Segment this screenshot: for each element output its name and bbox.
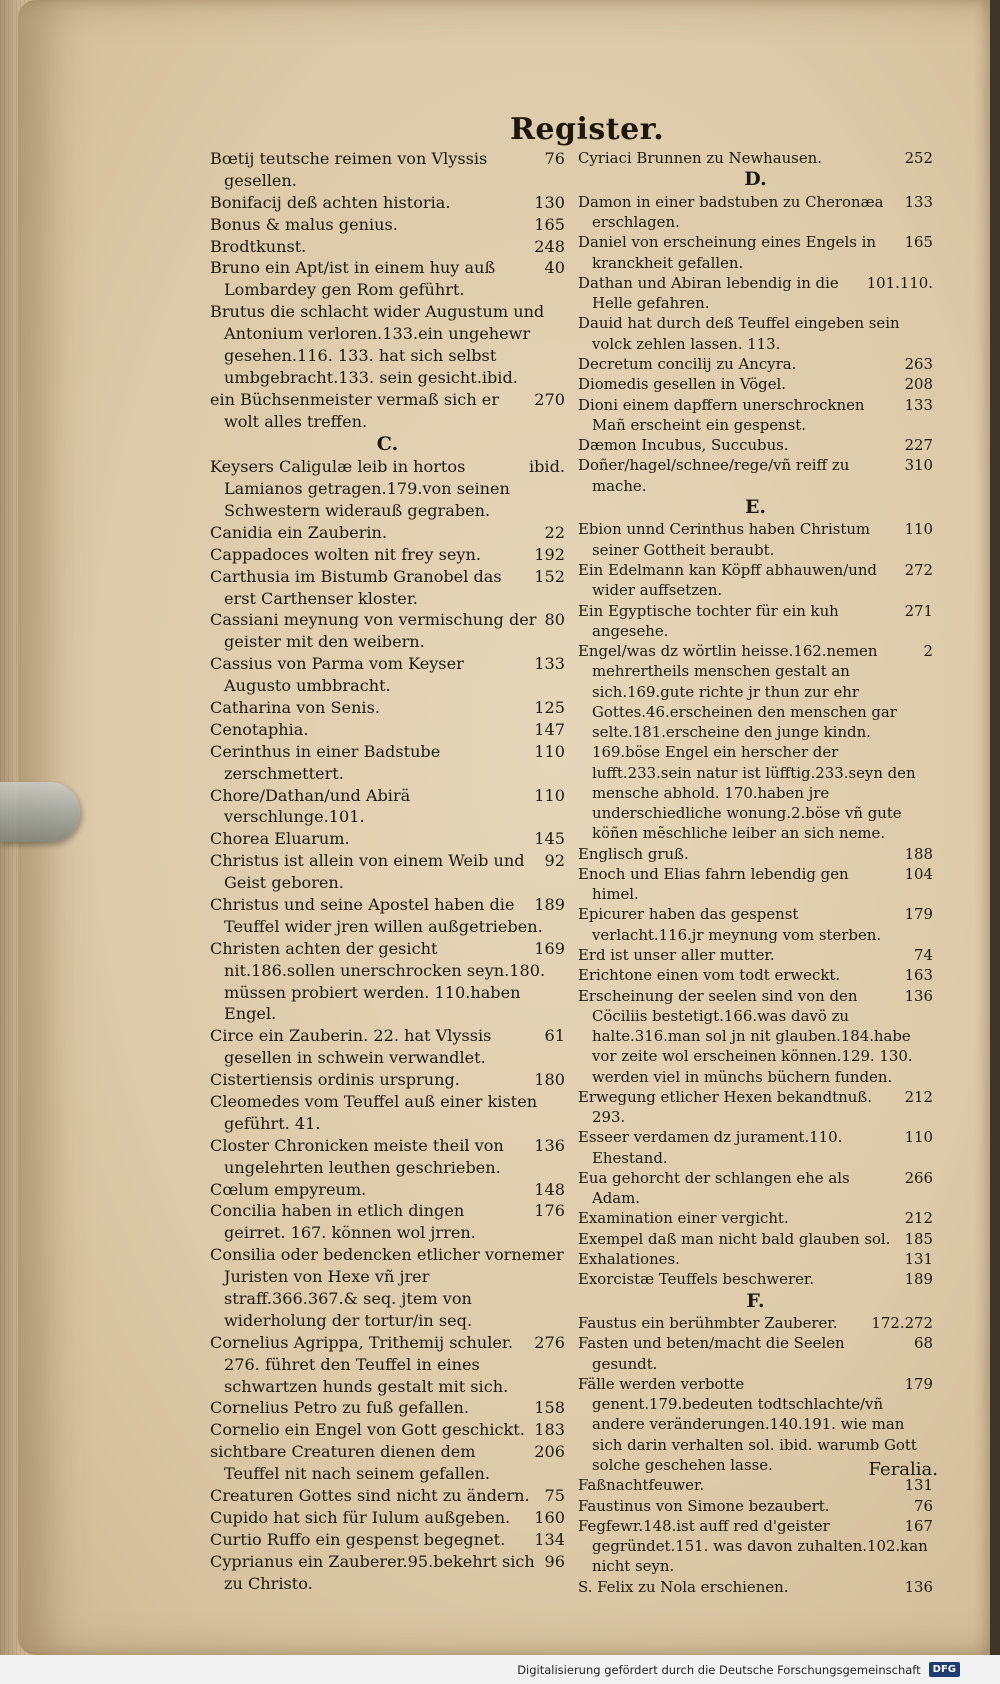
index-entry bbox=[578, 1249, 933, 1269]
entry-text: Englisch gruß. bbox=[578, 844, 689, 863]
page-ref: 310 bbox=[904, 456, 933, 475]
index-entry bbox=[210, 828, 565, 850]
index-entry bbox=[578, 904, 933, 945]
entry-text: Christus ist allein von einem Weib und Geist geboren. bbox=[210, 851, 525, 893]
page-ref: 68 bbox=[914, 1334, 933, 1353]
entry-text: Carthusia im Bistumb Granobel das erst Carthenser kloster. bbox=[210, 566, 502, 608]
page-ref: 227 bbox=[904, 436, 933, 455]
entry-text: Catharina von Senis. bbox=[210, 697, 380, 717]
page-ref: 110 bbox=[534, 785, 565, 805]
entry-text: Cerinthus in einer Badstube zerschmettert. bbox=[210, 741, 441, 783]
index-entry bbox=[578, 1313, 933, 1333]
index-entry bbox=[210, 1200, 565, 1244]
page-ref: 136 bbox=[534, 1135, 565, 1155]
entry-text: Ein Egyptische tochter für ein kuh angesehe. bbox=[578, 601, 839, 640]
entry-text: Doñer/hagel/schnee/rege/vñ reiff zu mache. bbox=[578, 456, 850, 495]
page-ref: 189 bbox=[534, 894, 565, 914]
page-ref: 136 bbox=[904, 1577, 933, 1596]
index-entry bbox=[210, 1069, 565, 1091]
entry-text: Engel/was dz wörtlin heisse.162.nemen mehrertheils menschen gestalt an sich.169.gute richte jr thun zur ehr Gottes.46.erscheinen den menschen gar selte.181.erscheine den junge kindn. 169.böse Engel ein herscher der lufft.233.sein natur ist lüfftig.233.seyn den mensche abhold. 170.haben jre underschiedliche wonung.2.böse vñ gute köñen mẽschliche leiber an sich neme. bbox=[578, 642, 916, 843]
entry-text: Erichtone einen vom todt erweckt. bbox=[578, 966, 841, 985]
index-entry bbox=[578, 354, 933, 374]
page-ref: 266 bbox=[904, 1168, 933, 1187]
index-entry bbox=[210, 257, 565, 301]
page-ref: 147 bbox=[534, 719, 565, 739]
page-ref: 110 bbox=[904, 1128, 933, 1147]
page-ref: 189 bbox=[904, 1270, 933, 1289]
index-entry bbox=[578, 1516, 933, 1577]
entry-text: Brutus die schlacht wider Augustum und Antonium verloren.133.ein ungehewr gesehen.116. 133. hat sich selbst umbgebracht.133. sein gesicht.ibid. bbox=[210, 302, 545, 387]
page-ref: 252 bbox=[904, 149, 933, 167]
page-ref: 96 bbox=[544, 1551, 565, 1571]
index-entry bbox=[210, 1419, 565, 1441]
entry-text: Cornelius Petro zu fuß gefallen. bbox=[210, 1398, 470, 1418]
page-ref: 180 bbox=[534, 1070, 565, 1090]
page-ref: 176 bbox=[534, 1201, 565, 1221]
page-ref: 270 bbox=[534, 389, 565, 409]
entry-text: Cistertiensis ordinis ursprung. bbox=[210, 1070, 460, 1090]
index-entry bbox=[210, 719, 565, 741]
index-entry bbox=[210, 1135, 565, 1179]
entry-text: Circe ein Zauberin. 22. hat Vlyssis gesellen in schwein verwandlet. bbox=[210, 1026, 492, 1068]
entry-text: Closter Chronicken meiste theil von ungelehrten leuthen geschrieben. bbox=[210, 1135, 504, 1177]
page-ref: 212 bbox=[904, 1209, 933, 1228]
page-ref: 134 bbox=[534, 1529, 565, 1549]
page-title: Register. bbox=[510, 112, 665, 147]
entry-text: Cenotaphia. bbox=[210, 719, 309, 739]
index-entry bbox=[210, 1179, 565, 1201]
page-ref: 160 bbox=[534, 1507, 565, 1527]
page-ref: 76 bbox=[914, 1496, 933, 1515]
index-entry bbox=[578, 641, 933, 844]
page-ref: 125 bbox=[534, 697, 565, 717]
index-entry bbox=[210, 741, 565, 785]
index-entry bbox=[578, 601, 933, 642]
page-ref: 74 bbox=[914, 946, 933, 965]
index-entry bbox=[210, 785, 565, 829]
entry-text: Cyriaci Brunnen zu Newhausen. bbox=[578, 149, 822, 167]
entry-text: Cornelio ein Engel von Gott geschickt. bbox=[210, 1420, 525, 1440]
page-ref: 185 bbox=[904, 1229, 933, 1248]
page-ref: 75 bbox=[544, 1486, 565, 1506]
dfg-logo: DFG bbox=[929, 1662, 960, 1677]
index-entry bbox=[210, 1441, 565, 1485]
entry-text: Esseer verdamen dz jurament.110. Ehestand. bbox=[578, 1128, 843, 1167]
entry-text: Bœtij teutsche reimen von Vlyssis gesellen. bbox=[210, 149, 488, 190]
page-ref: 40 bbox=[544, 258, 565, 278]
index-entry bbox=[578, 313, 933, 354]
entry-text: Faustus ein berühmbter Zauberer. bbox=[578, 1314, 838, 1333]
entry-text: Brodtkunst. bbox=[210, 236, 307, 256]
index-entry bbox=[578, 560, 933, 601]
entry-text: Dauid hat durch deß Teuffel eingeben sein volck zehlen lassen. 113. bbox=[578, 314, 900, 353]
index-entry bbox=[578, 1127, 933, 1168]
page-ref: 2 bbox=[923, 642, 933, 661]
footer-text: Digitalisierung gefördert durch die Deutsche Forschungsgemeinschaft bbox=[517, 1662, 921, 1677]
page-ref: 167 bbox=[904, 1516, 933, 1535]
index-entry bbox=[210, 522, 565, 544]
index-column-right bbox=[578, 148, 933, 1597]
entry-text: Exorcistæ Teuffels beschwerer. bbox=[578, 1270, 815, 1289]
page-ref: 61 bbox=[544, 1026, 565, 1046]
page-ref: 248 bbox=[534, 236, 565, 256]
page-ref: 212 bbox=[904, 1087, 933, 1106]
page-ref: 183 bbox=[534, 1420, 565, 1440]
page-ref: 110 bbox=[534, 741, 565, 761]
entry-text: Bonus & malus genius. bbox=[210, 214, 398, 234]
index-entry bbox=[210, 1529, 565, 1551]
book-clip bbox=[0, 782, 80, 842]
entry-text: Consilia oder bedencken etlicher vornemer Juristen von Hexe vñ jrer straff.366.367.& seq. jtem von widerholung der tortur/in seq. bbox=[210, 1245, 564, 1330]
section-heading: F. bbox=[746, 1289, 765, 1312]
entry-text: Chore/Dathan/und Abirä verschlunge.101. bbox=[210, 785, 411, 827]
index-entry bbox=[210, 697, 565, 719]
index-entry bbox=[578, 455, 933, 496]
index-entry bbox=[578, 395, 933, 436]
page-ref: 133 bbox=[904, 395, 933, 414]
index-entry bbox=[578, 273, 933, 314]
page-ref: 158 bbox=[534, 1398, 565, 1418]
entry-text: Cœlum empyreum. bbox=[210, 1179, 367, 1199]
entry-text: Fälle werden verbotte genent.179.bedeuten todtschlachte/vñ andere veränderungen.140.191. wie man sich darin verhalten sol. ibid. warumb Gott solche geschehen lasse. bbox=[578, 1374, 917, 1474]
page-ref: 104 bbox=[904, 864, 933, 883]
entry-text: Fegfewr.148.ist auff red d'geister gegründet.151. was davon zuhalten.102.kan nicht seyn. bbox=[578, 1516, 928, 1576]
index-entry bbox=[210, 1397, 565, 1419]
entry-text: Exhalationes. bbox=[578, 1250, 680, 1268]
entry-text: sichtbare Creaturen dienen dem Teuffel nit nach seinem gefallen. bbox=[210, 1442, 491, 1484]
index-entry bbox=[578, 1577, 933, 1597]
page-ref: 169 bbox=[534, 938, 565, 958]
index-entry bbox=[210, 301, 565, 389]
footer-bar bbox=[0, 1655, 1000, 1684]
index-entry bbox=[210, 653, 565, 697]
index-entry bbox=[210, 214, 565, 236]
entry-text: Faßnachtfeuwer. bbox=[578, 1476, 705, 1495]
page-ref: 271 bbox=[904, 601, 933, 620]
page-ref: 133 bbox=[534, 654, 565, 674]
entry-text: Canidia ein Zauberin. bbox=[210, 522, 388, 542]
entry-text: Erwegung etlicher Hexen bekandtnuß. 293. bbox=[578, 1087, 872, 1127]
entry-text: Ebion unnd Cerinthus haben Christum seiner Gottheit beraubt. bbox=[578, 520, 871, 559]
index-entry bbox=[578, 435, 933, 455]
section-heading: D. bbox=[744, 168, 767, 191]
index-entry bbox=[578, 945, 933, 965]
entry-text: Decretum concilij zu Ancyra. bbox=[578, 354, 797, 373]
page-ref: 22 bbox=[544, 522, 565, 542]
page-ref: 192 bbox=[534, 544, 565, 564]
entry-text: Cassius von Parma vom Keyser Augusto umbbracht. bbox=[210, 654, 464, 696]
page-ref: 76 bbox=[544, 149, 565, 168]
entry-text: Cappadoces wolten nit frey seyn. bbox=[210, 544, 481, 564]
index-entry bbox=[578, 374, 933, 394]
entry-text: Bruno ein Apt/ist in einem huy auß Lombardey gen Rom geführt. bbox=[210, 258, 496, 300]
index-entry bbox=[578, 965, 933, 985]
section-heading: C. bbox=[376, 432, 399, 455]
index-entry bbox=[210, 148, 565, 192]
entry-text: Christen achten der gesicht nit.186.sollen unerschrocken seyn.180. müssen probiert werden. 110.haben Engel. bbox=[210, 938, 546, 1024]
page-ref: 148 bbox=[534, 1179, 565, 1199]
index-entry bbox=[578, 986, 933, 1087]
entry-text: Dathan und Abiran lebendig in die Helle gefahren. bbox=[578, 273, 839, 313]
index-entry bbox=[578, 232, 933, 273]
entry-text: Dæmon Incubus, Succubus. bbox=[578, 436, 789, 455]
index-entry bbox=[210, 1091, 565, 1135]
index-entry bbox=[210, 894, 565, 938]
index-entry bbox=[578, 1496, 933, 1516]
page-ref: 145 bbox=[534, 829, 565, 849]
index-entry bbox=[210, 1244, 565, 1332]
entry-text: Faustinus von Simone bezaubert. bbox=[578, 1496, 830, 1515]
page-ref: 172.272 bbox=[871, 1314, 933, 1333]
entry-text: Exempel daß man nicht bald glauben sol. bbox=[578, 1229, 891, 1248]
entry-text: Cassiani meynung von vermischung der geister mit den weibern. bbox=[210, 610, 537, 652]
index-entry bbox=[210, 192, 565, 214]
page-ref: 131 bbox=[904, 1250, 933, 1268]
index-entry bbox=[210, 609, 565, 653]
entry-text: Cupido hat sich für Iulum außgeben. bbox=[210, 1507, 511, 1527]
page-ref: 130 bbox=[534, 192, 565, 212]
index-entry bbox=[578, 1208, 933, 1228]
index-entry bbox=[578, 1229, 933, 1249]
entry-text: Epicurer haben das gespenst verlacht.116.jr meynung vom sterben. bbox=[578, 905, 882, 944]
page-ref: 101.110. bbox=[866, 273, 933, 292]
index-entry bbox=[578, 1333, 933, 1374]
index-entry bbox=[210, 1551, 565, 1595]
index-entry bbox=[578, 192, 933, 233]
page-ref: 179 bbox=[904, 905, 933, 924]
page-ref: 272 bbox=[904, 560, 933, 579]
entry-text: Cornelius Agrippa, Trithemij schuler. 276. führet den Teuffel in eines schwartzen hunds gestalt mit sich. bbox=[210, 1332, 513, 1396]
index-entry bbox=[578, 1168, 933, 1209]
index-entry bbox=[210, 544, 565, 566]
index-entry bbox=[210, 1332, 565, 1398]
page-ref: 110 bbox=[904, 520, 933, 539]
index-entry bbox=[578, 844, 933, 864]
page-ref: 276 bbox=[534, 1332, 565, 1352]
index-entry bbox=[210, 1485, 565, 1507]
page-ref: 208 bbox=[904, 375, 933, 394]
entry-text: Fasten und beten/macht die Seelen gesundt. bbox=[578, 1334, 845, 1373]
page-ref: 80 bbox=[544, 610, 565, 630]
entry-text: Cleomedes vom Teuffel auß einer kisten geführt. 41. bbox=[210, 1092, 538, 1133]
page-ref: 165 bbox=[904, 233, 933, 252]
page-ref: 263 bbox=[904, 354, 933, 373]
entry-text: Christus und seine Apostel haben die Teuffel wider jren willen außgetrieben. bbox=[210, 894, 543, 936]
entry-text: Examination einer vergicht. bbox=[578, 1209, 789, 1228]
index-entry bbox=[210, 236, 565, 258]
entry-text: Daniel von erscheinung eines Engels in kranckheit gefallen. bbox=[578, 233, 876, 272]
entry-text: Ein Edelmann kan Köpff abhauwen/und wider auffsetzen. bbox=[578, 560, 877, 600]
page-ref: 188 bbox=[904, 844, 933, 863]
page-ref: 136 bbox=[904, 986, 933, 1005]
entry-text: Chorea Eluarum. bbox=[210, 829, 350, 849]
page-ref: ibid. bbox=[528, 457, 565, 477]
index-entry bbox=[210, 1507, 565, 1529]
index-entry bbox=[578, 864, 933, 905]
page-ref: 152 bbox=[534, 566, 565, 586]
entry-text: Curtio Ruffo ein gespenst begegnet. bbox=[210, 1529, 506, 1549]
entry-text: ein Büchsenmeister vermaß sich er wolt alles treffen. bbox=[210, 389, 500, 431]
index-entry bbox=[210, 566, 565, 610]
catchword: Feralia. bbox=[868, 1459, 938, 1480]
page-ref: 163 bbox=[904, 966, 933, 985]
page-ref: 179 bbox=[904, 1374, 933, 1393]
entry-text: Cyprianus ein Zauberer.95.bekehrt sich zu Christo. bbox=[210, 1551, 535, 1593]
page-ref: 131 bbox=[904, 1476, 933, 1495]
section-heading: E. bbox=[744, 495, 767, 518]
entry-text: Bonifacij deß achten historia. bbox=[210, 192, 451, 212]
entry-text: Eua gehorcht der schlangen ehe als Adam. bbox=[578, 1168, 850, 1208]
index-entry bbox=[210, 456, 565, 522]
entry-text: Creaturen Gottes sind nicht zu ändern. bbox=[210, 1486, 530, 1506]
entry-text: Enoch und Elias fahrn lebendig gen himel. bbox=[578, 864, 849, 904]
entry-text: Erd ist unser aller mutter. bbox=[578, 946, 775, 965]
page-ref: 133 bbox=[904, 192, 933, 211]
entry-text: Erscheinung der seelen sind von den Cöciliis bestetigt.166.was davö zu halte.316.man sol jn nit glauben.184.habe vor zeite wol erscheinen können.129. 130. werden viel in münchs büchern funden. bbox=[578, 986, 913, 1086]
page-ref: 92 bbox=[544, 851, 565, 871]
index-entry bbox=[210, 850, 565, 894]
index-entry bbox=[578, 1269, 933, 1289]
entry-text: Diomedis gesellen in Vögel. bbox=[578, 375, 787, 394]
index-column-left bbox=[210, 148, 565, 1594]
entry-text: Concilia haben in etlich dingen geirret. 167. können wol jrren. bbox=[210, 1201, 476, 1243]
entry-text: Dioni einem dapffern unerschrocknen Mañ erscheint ein gespenst. bbox=[578, 395, 865, 434]
index-entry bbox=[578, 519, 933, 560]
entry-text: Damon in einer badstuben zu Cheronæa erschlagen. bbox=[578, 192, 884, 232]
index-entry bbox=[210, 389, 565, 433]
page-ref: 165 bbox=[534, 214, 565, 234]
index-entry bbox=[578, 148, 933, 168]
page-ref: 206 bbox=[534, 1442, 565, 1462]
entry-text: Keysers Caligulæ leib in hortos Lamianos getragen.179.von seinen Schwestern widerauß gegraben. bbox=[210, 457, 510, 520]
entry-text: S. Felix zu Nola erschienen. bbox=[578, 1577, 789, 1596]
index-entry bbox=[578, 1087, 933, 1128]
index-entry bbox=[210, 1025, 565, 1069]
index-entry bbox=[210, 938, 565, 1026]
